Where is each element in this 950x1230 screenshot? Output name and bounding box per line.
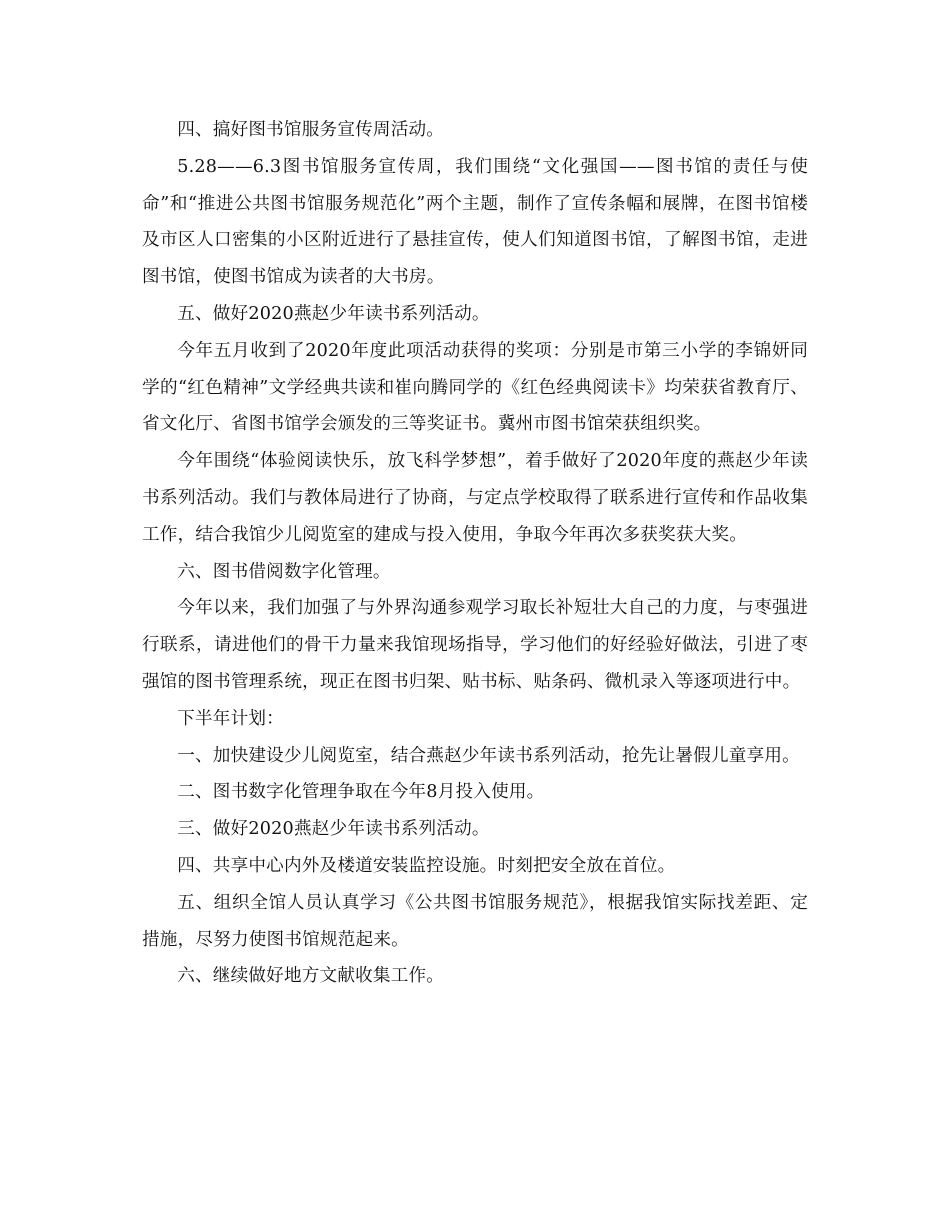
paragraph-digital-management: 今年以来，我们加强了与外界沟通参观学习取长补短壮大自己的力度，与枣强进行联系，请进他们的骨干力量来我馆现场指导，学习他们的好经验好做法，引进了枣强馆的图书管理系统，现正在图书归架、贴书标、贴条码、微机录入等逐项进行中。 <box>142 598 808 692</box>
paragraph-awards: 今年五月收到了2020年度此项活动获得的奖项：分别是市第三小学的李锦妍同学的“红色精神”文学经典共读和崔向腾同学的《红色经典阅读卡》均荣获省教育厅、省文化厅、省图书馆学会颁发的三等奖证书。冀州市图书馆荣获组织奖。 <box>142 340 808 435</box>
section-heading-reading-activity: 五、做好2020燕赵少年读书系列活动。 <box>177 303 490 324</box>
paragraph-reading-series: 今年围绕“体验阅读快乐，放飞科学梦想”，着手做好了2020年度的燕赵少年读书系列活动。我们与教体局进行了协商，与定点学校取得了联系进行宣传和作品收集工作，结合我馆少儿阅览室的建成与投入使用，争取今年再次多获奖获大奖。 <box>142 451 808 545</box>
section-heading-digital-management: 六、图书借阅数字化管理。 <box>177 561 391 582</box>
plan-item-5: 五、组织全馆人员认真学习《公共图书馆服务规范》，根据我馆实际找差距、定措施，尽努力使图书馆规范起来。 <box>142 892 808 950</box>
plan-item-3: 三、做好2020燕赵少年读书系列活动。 <box>177 819 490 840</box>
plan-item-2: 二、图书数字化管理争取在今年8月投入使用。 <box>177 782 545 803</box>
plan-heading: 下半年计划： <box>177 708 284 729</box>
paragraph-publicity-week: 5.28——6.3图书馆服务宣传周，我们围绕“文化强国——图书馆的责任与使命”和“推进公共图书馆服务规范化”两个主题，制作了宣传条幅和展牌，在图书馆楼及市区人口密集的小区附近进行了悬挂宣传，使人们知道图书馆，了解图书馆，走进图书馆，使图书馆成为读者的大书房。 <box>142 156 808 288</box>
plan-item-1: 一、加快建设少儿阅览室，结合燕赵少年读书系列活动，抢先让暑假儿童享用。 <box>177 745 800 766</box>
document-body <box>142 112 808 995</box>
plan-item-4: 四、共享中心内外及楼道安装监控设施。时刻把安全放在首位。 <box>177 855 676 876</box>
section-heading-publicity-week: 四、搞好图书馆服务宣传周活动。 <box>177 120 445 140</box>
plan-item-6: 六、继续做好地方文献收集工作。 <box>177 966 445 987</box>
